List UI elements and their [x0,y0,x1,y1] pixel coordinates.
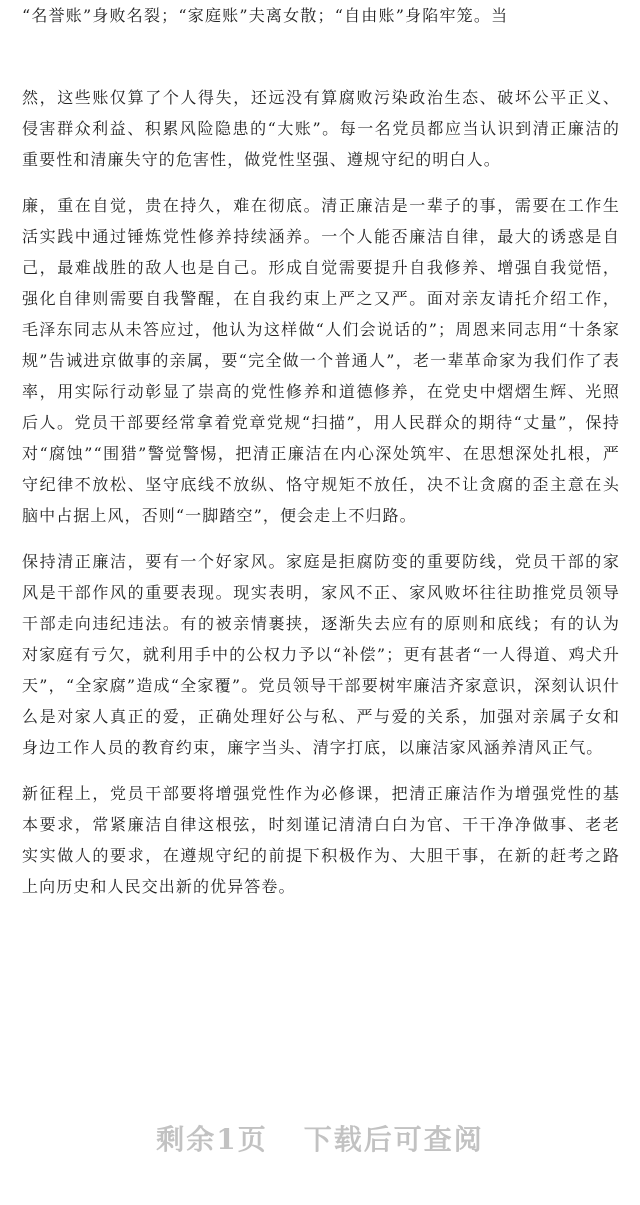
paragraph-4: 新征程上，党员干部要将增强党性作为必修课，把清正廉洁作为增强党性的基本要求，常紧廉洁自律这根弦，时刻谨记清清白白为官、干干净净做事、老老实实做人的要求，在遵规守纪的前提下积极作为、大胆干事，在新的赶考之路上向历史和人民交出新的优异答卷。 [22,784,620,896]
remaining-pages-label: 剩余1页 [156,1123,268,1156]
paragraph-1: 然，这些账仅算了个人得失，还远没有算腐败污染政治生态、破坏公平正义、侵害群众利益、积累风险隐患的“大账”。每一名党员都应当认识到清正廉洁的重要性和清廉失守的危害性，做党性坚强、遵规守纪的明白人。 [22,88,620,169]
paragraph-3: 保持清正廉洁，要有一个好家风。家庭是拒腐防变的重要防线，党员干部的家风是干部作风的重要表现。现实表明，家风不正、家风败坏往往助推党员领导干部走向违纪违法。有的被亲情裹挟，逐渐失去应有的原则和底线；有的认为对家庭有亏欠，就利用手中的公权力予以“补偿”；更有甚者“一人得道、鸡犬升天”，“全家腐”造成“全家覆”。党员领导干部要树牢廉洁齐家意识，深刻认识什么是对家人真正的爱，正确处理好公与私、严与爱的关系，加强对亲属子女和身边工作人员的教育约束，廉字当头、清字打底，以廉洁家风涵养清风正气。 [22,552,620,757]
article-body [22,82,620,917]
continued-text-line: “名誉账”身败名裂；“家庭账”夫离女散；“自由账”身陷牢笼。当 [22,6,509,25]
paragraph-2: 廉，重在自觉，贵在持久，难在彻底。清正廉洁是一辈子的事，需要在工作生活实践中通过锤炼党性修养持续涵养。一个人能否廉洁自律，最大的诱惑是自己，最难战胜的敌人也是自己。形成自觉需要提升自我修养、增强自我觉悟，强化自律则需要自我警醒，在自我约束上严之又严。面对亲友请托介绍工作，毛泽东同志从未答应过，他认为这样做“人们会说话的”；周恩来同志用“十条家规”告诫进京做事的亲属，要“完全做一个普通人”，老一辈革命家为我们作了表率，用实际行动彰显了崇高的党性修养和道德修养，在党史中熠熠生辉、光照后人。党员干部要经常拿着党章党规“扫描”，用人民群众的期待“丈量”，保持对“腐蚀”“围猎”警觉警惕，把清正廉洁在内心深处筑牢、在思想深处扎根，严守纪律不放松、坚守底线不放纵、恪守规矩不放任，决不让贪腐的歪主意在头脑中占据上风，否则“一脚踏空”，便会走上不归路。 [22,196,620,525]
download-prompt-banner[interactable] [0,1118,640,1158]
download-to-view-label: 下载后可查阅 [303,1123,484,1156]
